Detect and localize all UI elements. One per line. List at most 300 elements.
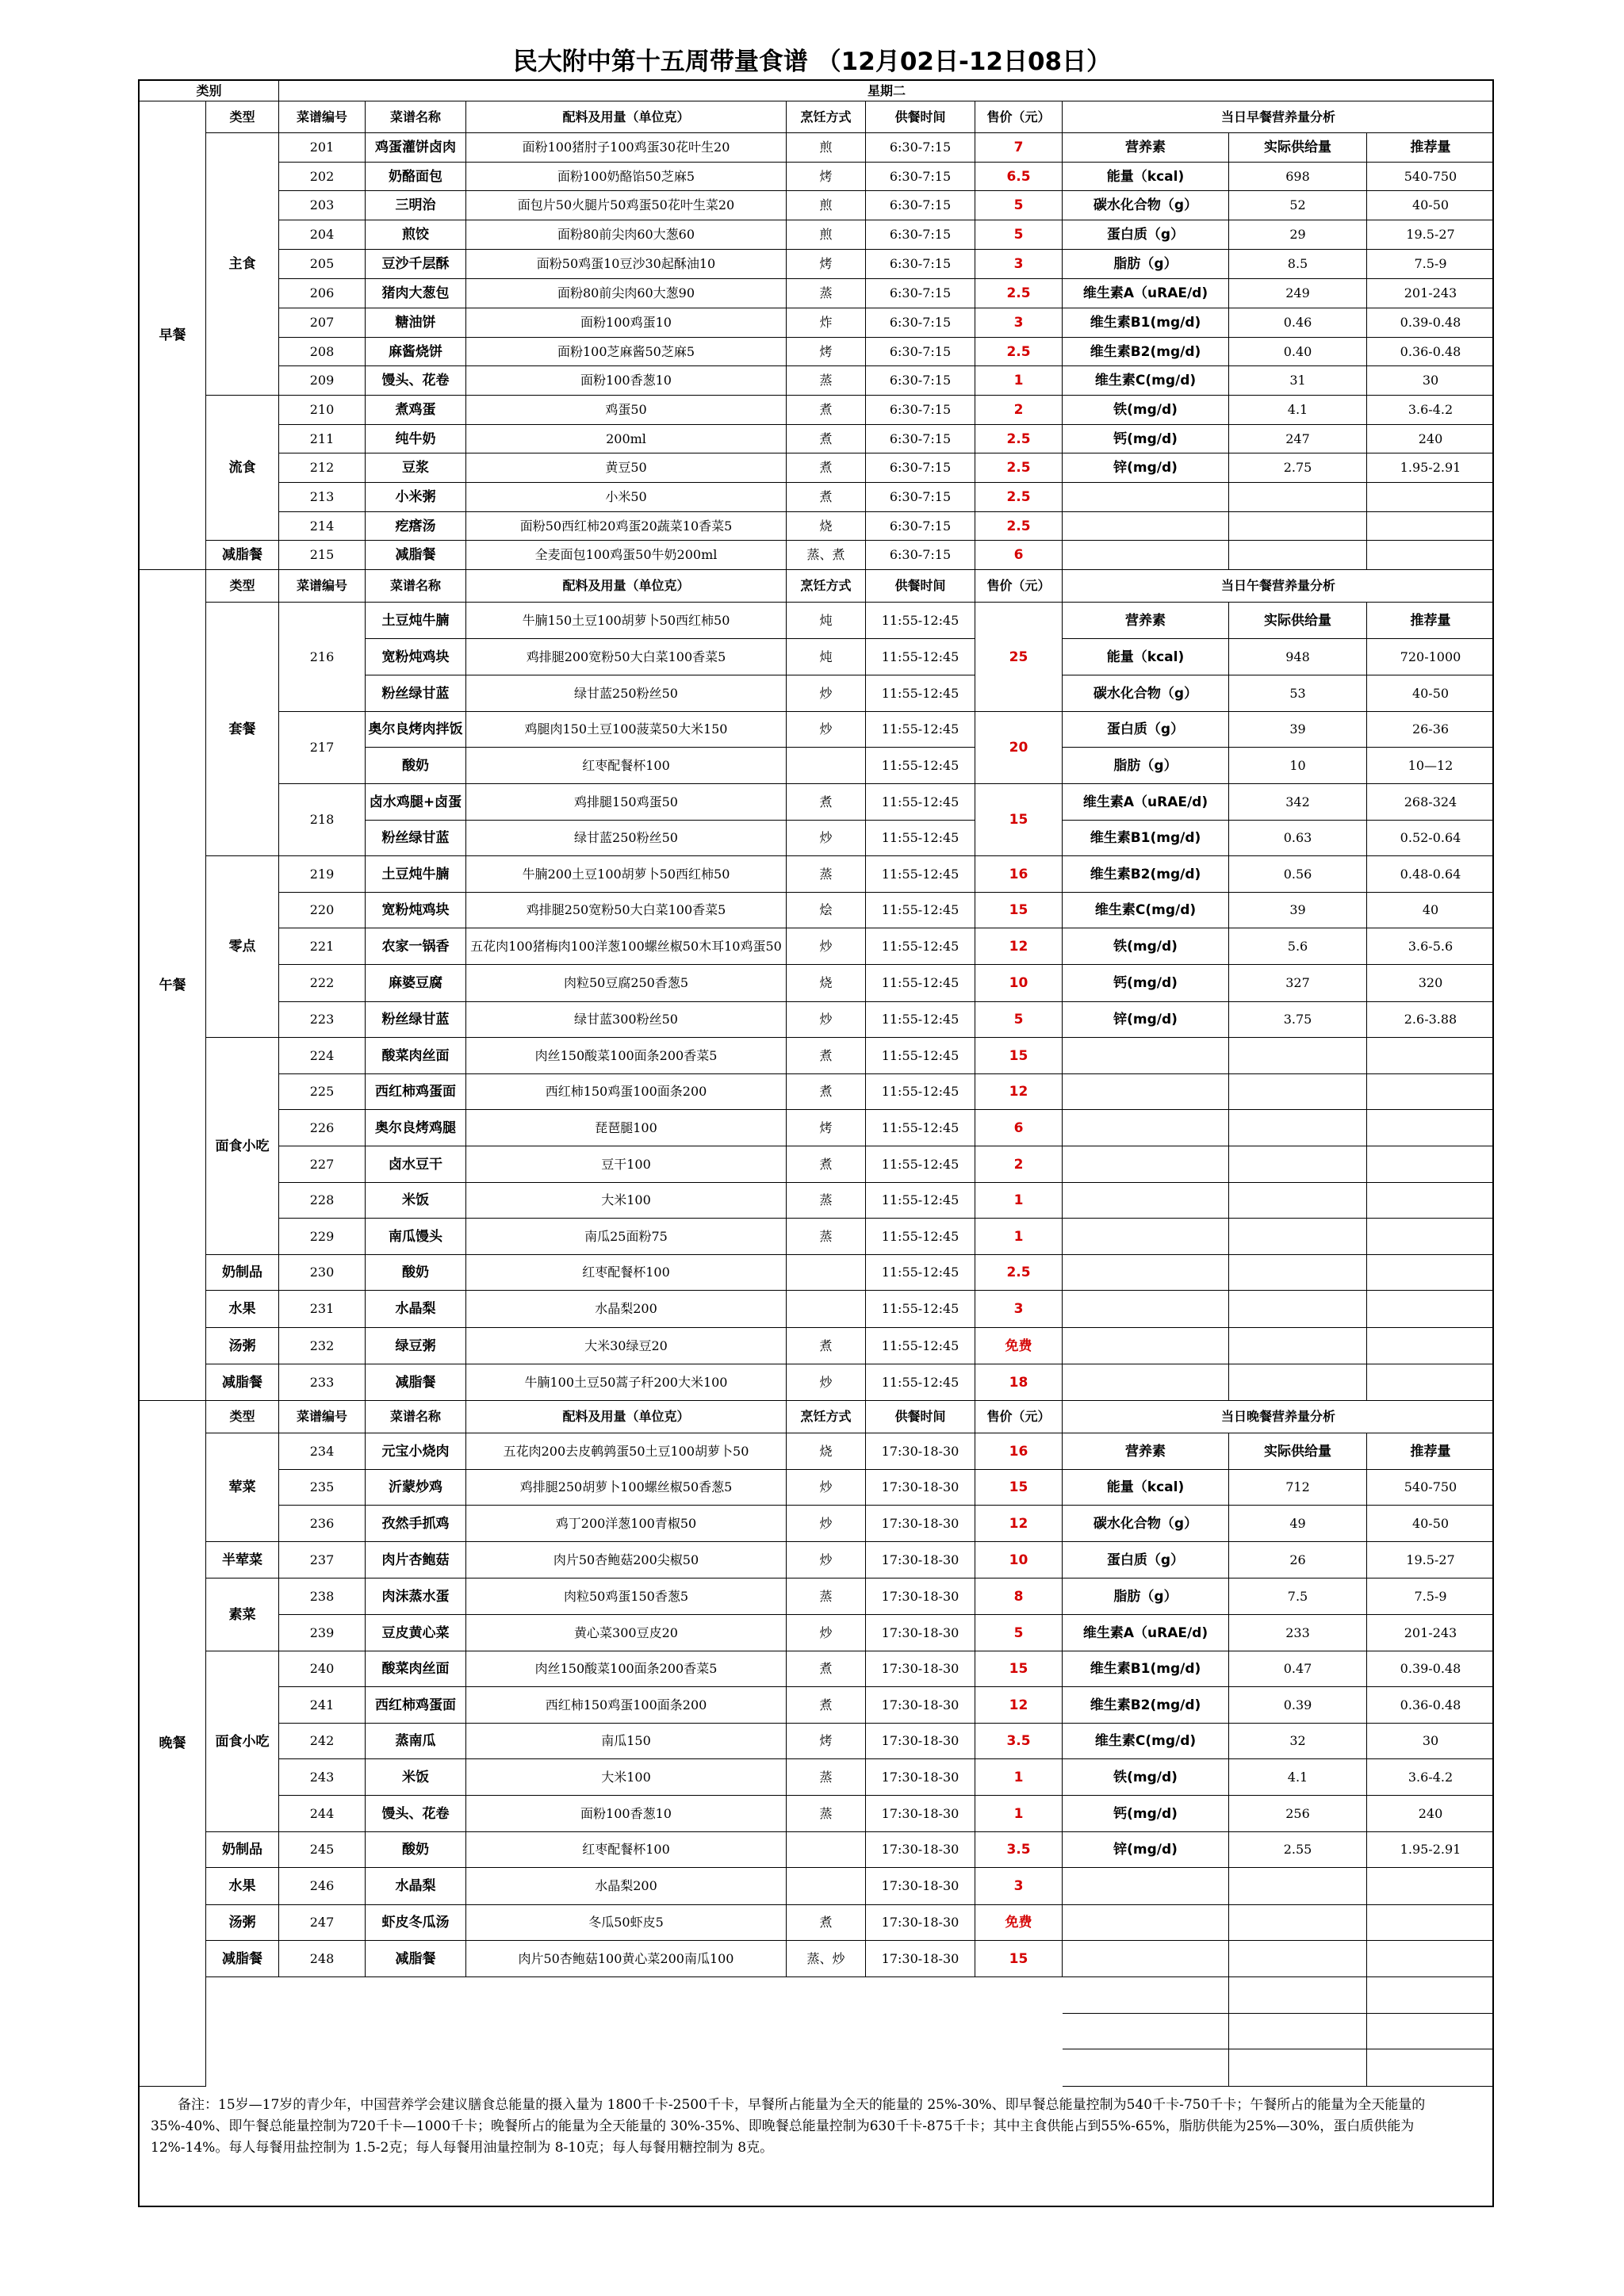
col-time-header: 供餐时间 [866,1401,975,1433]
actual-header: 实际供给量 [1229,133,1367,163]
cooking-method: 炒 [787,1506,866,1542]
nutrient-recommended: 0.36-0.48 [1367,1687,1494,1724]
empty-cell [1367,2049,1494,2087]
dish-ingredients: 肉丝150酸菜100面条200香菜5 [466,1038,787,1074]
dish-price: 16 [975,856,1063,893]
dish-ingredients: 西红柿150鸡蛋100面条200 [466,1687,787,1724]
empty-cell [1367,1941,1494,1977]
dish-name: 小米粥 [366,483,466,512]
dish-ingredients: 绿甘蓝300粉丝50 [466,1002,787,1038]
nutrient-header: 营养素 [1063,1433,1229,1470]
dish-ingredients: 红枣配餐杯100 [466,1832,787,1868]
dish-code: 207 [279,308,366,338]
dish-price: 2.5 [975,338,1063,366]
dish-price: 12 [975,928,1063,965]
dish-type: 减脂餐 [206,1941,279,1977]
serving-time: 6:30-7:15 [866,483,975,512]
cooking-method: 烤 [787,250,866,279]
cooking-method: 炖 [787,603,866,639]
dish-price: 免费 [975,1905,1063,1941]
dish-price: 8 [975,1578,1063,1615]
dish-name: 西红柿鸡蛋面 [366,1074,466,1110]
dish-code: 226 [279,1110,366,1146]
serving-time: 6:30-7:15 [866,512,975,541]
dish-name: 卤水豆干 [366,1146,466,1183]
dish-ingredients: 肉片50杏鲍菇100黄心菜200南瓜100 [466,1941,787,1977]
empty-cell [1063,1905,1229,1941]
day-header: 星期二 [279,81,1494,101]
cooking-method: 煎 [787,220,866,250]
dish-type: 减脂餐 [206,541,279,570]
cooking-method: 炒 [787,1002,866,1038]
nutrient-recommended: 19.5-27 [1367,1542,1494,1578]
serving-time: 11:55-12:45 [866,1364,975,1401]
dish-ingredients: 肉丝150酸菜100面条200香菜5 [466,1651,787,1687]
serving-time: 11:55-12:45 [866,1002,975,1038]
cooking-method: 蒸 [787,279,866,308]
nutrient-name: 维生素C(mg/d) [1063,893,1229,928]
dish-name: 土豆炖牛腩 [366,603,466,639]
dish-price: 16 [975,1433,1063,1470]
dish-price: 1 [975,1183,1063,1219]
nutrient-recommended: 30 [1367,366,1494,396]
dish-name: 孜然手抓鸡 [366,1506,466,1542]
cooking-method: 煮 [787,425,866,453]
dish-code: 223 [279,1002,366,1038]
dish-name: 酸菜肉丝面 [366,1038,466,1074]
cooking-method: 炒 [787,1364,866,1401]
dish-price: 2.5 [975,425,1063,453]
dish-code: 240 [279,1651,366,1687]
dish-price: 2.5 [975,453,1063,483]
meal-name: 午餐 [140,570,206,1401]
cooking-method: 蒸、炒 [787,1941,866,1977]
dish-name: 三明治 [366,191,466,220]
dish-name: 疙瘩汤 [366,512,466,541]
empty-cell [1367,1977,1494,2014]
nutrient-recommended: 201-243 [1367,1615,1494,1651]
cooking-method: 蒸 [787,1796,866,1832]
cooking-method: 烤 [787,1110,866,1146]
dish-type: 减脂餐 [206,1364,279,1401]
empty-cell [1063,1291,1229,1328]
serving-time: 11:55-12:45 [866,639,975,675]
nutrient-name: 碳水化合物（g） [1063,1506,1229,1542]
dish-name: 酸菜肉丝面 [366,1651,466,1687]
nutrient-actual: 0.47 [1229,1651,1367,1687]
nutrient-name: 钙(mg/d) [1063,1796,1229,1832]
serving-time: 11:55-12:45 [866,893,975,928]
nutrient-name: 锌(mg/d) [1063,1832,1229,1868]
dish-code: 239 [279,1615,366,1651]
dish-code: 234 [279,1433,366,1470]
dish-name: 减脂餐 [366,1941,466,1977]
empty-cell [1229,1110,1367,1146]
serving-time: 17:30-18-30 [866,1615,975,1651]
cooking-method: 炒 [787,928,866,965]
dish-price: 3 [975,308,1063,338]
serving-time: 17:30-18-30 [866,1832,975,1868]
dish-name: 西红柿鸡蛋面 [366,1687,466,1724]
serving-time: 6:30-7:15 [866,366,975,396]
nutrient-actual: 247 [1229,425,1367,453]
nutrient-recommended: 540-750 [1367,1470,1494,1506]
dish-code: 211 [279,425,366,453]
dish-ingredients: 面粉80前尖肉60大葱90 [466,279,787,308]
cooking-method: 炒 [787,821,866,856]
col-code-header: 菜谱编号 [279,101,366,133]
nutrient-actual: 0.56 [1229,856,1367,893]
footnote: 备注：15岁—17岁的青少年，中国营养学会建议膳食总能量的摄入量为 1800千卡-2500千卡，早餐所占能量为全天的能量的 25%-30%、即早餐总能量控制为540千卡-750千卡；午餐所占的能量为全天能量的35%-40%、即午餐总能量控制为720千卡—1000千卡；晚餐所占的能量为全天能量的 30%-35%、即晚餐总能量控制为630千卡-875千卡；其中主食供能占到55%-65%，脂肪供能为25%—30%，蛋白质供能为12%-14%。每人每餐用盐控制为 1.5-2克；每人每餐用油量控制为 8-10克；每人每餐用糖控制为 8克。 [151,2097,1426,2156]
dish-ingredients: 冬瓜50虾皮5 [466,1905,787,1941]
nutrient-actual: 0.39 [1229,1687,1367,1724]
serving-time: 11:55-12:45 [866,1255,975,1291]
nutrient-recommended: 268-324 [1367,784,1494,821]
nutrient-actual: 4.1 [1229,396,1367,425]
empty-cell [1229,512,1367,541]
empty-cell [1063,541,1229,570]
dish-ingredients: 牛腩150土豆100胡萝卜50西红柿50 [466,603,787,639]
empty-cell [1229,1941,1367,1977]
nutrient-name: 维生素C(mg/d) [1063,1724,1229,1759]
serving-time: 11:55-12:45 [866,928,975,965]
dish-ingredients: 鸡排腿250胡萝卜100螺丝椒50香葱5 [466,1470,787,1506]
nutrient-actual: 32 [1229,1724,1367,1759]
dish-price: 5 [975,1002,1063,1038]
nutrient-actual: 29 [1229,220,1367,250]
empty-cell [1063,1328,1229,1364]
dish-ingredients: 五花肉200去皮鹌鹑蛋50土豆100胡萝卜50 [466,1433,787,1470]
nutrient-actual: 712 [1229,1470,1367,1506]
dish-ingredients: 琵琶腿100 [466,1110,787,1146]
cooking-method: 烤 [787,338,866,366]
dish-price: 15 [975,1470,1063,1506]
empty-cell [1229,1074,1367,1110]
analysis-title: 当日午餐营养量分析 [1063,570,1494,603]
dish-price: 2 [975,1146,1063,1183]
dish-name: 南瓜馒头 [366,1219,466,1255]
dish-ingredients: 南瓜25面粉75 [466,1219,787,1255]
dish-type: 流食 [206,396,279,541]
dish-price: 2.5 [975,483,1063,512]
empty-cell [1063,1364,1229,1401]
nutrient-actual: 49 [1229,1506,1367,1542]
col-price-header: 售价（元） [975,101,1063,133]
dish-ingredients: 鸡排腿250宽粉50大白菜100香菜5 [466,893,787,928]
nutrient-actual: 256 [1229,1796,1367,1832]
nutrient-name: 锌(mg/d) [1063,453,1229,483]
dish-price: 2 [975,396,1063,425]
dish-price: 3 [975,250,1063,279]
cooking-method: 煮 [787,784,866,821]
dish-code: 222 [279,965,366,1002]
nutrient-recommended: 0.36-0.48 [1367,338,1494,366]
serving-time: 17:30-18-30 [866,1724,975,1759]
serving-time: 6:30-7:15 [866,541,975,570]
dish-code: 219 [279,856,366,893]
dish-name: 米饭 [366,1759,466,1796]
nutrient-recommended: 720-1000 [1367,639,1494,675]
dish-name: 农家一锅香 [366,928,466,965]
dish-ingredients: 面粉100香葱10 [466,1796,787,1832]
dish-name: 米饭 [366,1183,466,1219]
nutrient-name: 钙(mg/d) [1063,965,1229,1002]
dish-code: 210 [279,396,366,425]
dish-code: 206 [279,279,366,308]
nutrient-name: 维生素B2(mg/d) [1063,1687,1229,1724]
col-ingredients-header: 配料及用量（单位克） [466,101,787,133]
nutrient-actual: 2.75 [1229,453,1367,483]
cooking-method: 炸 [787,308,866,338]
serving-time: 6:30-7:15 [866,396,975,425]
serving-time: 11:55-12:45 [866,603,975,639]
nutrient-recommended: 3.6-4.2 [1367,396,1494,425]
recommended-header: 推荐量 [1367,133,1494,163]
empty-cell [1063,1255,1229,1291]
cooking-method: 煮 [787,453,866,483]
col-method-header: 烹饪方式 [787,570,866,603]
nutrient-name: 维生素B2(mg/d) [1063,856,1229,893]
nutrient-actual: 4.1 [1229,1759,1367,1796]
dish-code: 215 [279,541,366,570]
serving-time: 11:55-12:45 [866,748,975,784]
dish-code: 243 [279,1759,366,1796]
serving-time: 11:55-12:45 [866,856,975,893]
dish-type: 水果 [206,1291,279,1328]
nutrient-actual: 948 [1229,639,1367,675]
dish-name: 糖油饼 [366,308,466,338]
dish-name: 奥尔良烤肉拌饭 [366,712,466,748]
dish-type: 水果 [206,1868,279,1905]
cooking-method: 煮 [787,1038,866,1074]
empty-cell [1367,1328,1494,1364]
col-code-header: 菜谱编号 [279,570,366,603]
cooking-method: 煮 [787,1146,866,1183]
cooking-method: 炒 [787,1470,866,1506]
nutrient-recommended: 201-243 [1367,279,1494,308]
col-price-header: 售价（元） [975,570,1063,603]
dish-ingredients: 面粉100猪肘子100鸡蛋30花叶生20 [466,133,787,163]
dish-name: 奶酪面包 [366,163,466,191]
empty-cell [1229,1328,1367,1364]
dish-name: 肉沫蒸水蛋 [366,1578,466,1615]
nutrient-recommended: 30 [1367,1724,1494,1759]
col-type-header: 类型 [206,1401,279,1433]
empty-cell [1063,1977,1229,2014]
nutrient-recommended: 240 [1367,425,1494,453]
dish-type: 素菜 [206,1578,279,1651]
dish-name: 煮鸡蛋 [366,396,466,425]
dish-ingredients: 大米100 [466,1183,787,1219]
dish-ingredients: 豆干100 [466,1146,787,1183]
analysis-title: 当日早餐营养量分析 [1063,101,1494,133]
dish-code: 221 [279,928,366,965]
empty-cell [1367,1868,1494,1905]
nutrient-name: 锌(mg/d) [1063,1002,1229,1038]
dish-type: 面食小吃 [206,1038,279,1255]
dish-code: 201 [279,133,366,163]
nutrient-recommended: 0.39-0.48 [1367,308,1494,338]
dish-ingredients: 面粉100芝麻酱50芝麻5 [466,338,787,366]
nutrient-recommended: 40-50 [1367,1506,1494,1542]
nutrient-actual: 7.5 [1229,1578,1367,1615]
nutrient-actual: 52 [1229,191,1367,220]
nutrient-header: 营养素 [1063,603,1229,639]
nutrient-name: 碳水化合物（g） [1063,675,1229,712]
dish-ingredients: 西红柿150鸡蛋100面条200 [466,1074,787,1110]
nutrient-actual: 342 [1229,784,1367,821]
dish-price: 3.5 [975,1724,1063,1759]
dish-name: 粉丝绿甘蓝 [366,675,466,712]
cooking-method: 蒸 [787,1183,866,1219]
nutrient-name: 维生素A（uRAE/d) [1063,784,1229,821]
empty-cell [1229,1219,1367,1255]
serving-time: 6:30-7:15 [866,425,975,453]
dish-type: 奶制品 [206,1832,279,1868]
recommended-header: 推荐量 [1367,1433,1494,1470]
empty-cell [1367,1219,1494,1255]
empty-cell [1063,1146,1229,1183]
dish-name: 馒头、花卷 [366,1796,466,1832]
dish-ingredients: 全麦面包100鸡蛋50牛奶200ml [466,541,787,570]
dish-ingredients: 鸡腿肉150土豆100菠菜50大米150 [466,712,787,748]
col-method-header: 烹饪方式 [787,101,866,133]
dish-ingredients: 面粉100奶酪馅50芝麻5 [466,163,787,191]
serving-time: 6:30-7:15 [866,453,975,483]
empty-cell [1063,1183,1229,1219]
nutrient-recommended: 1.95-2.91 [1367,1832,1494,1868]
dish-ingredients: 绿甘蓝250粉丝50 [466,821,787,856]
nutrient-name: 蛋白质（g） [1063,220,1229,250]
nutrient-recommended: 10—12 [1367,748,1494,784]
cooking-method: 蒸 [787,1219,866,1255]
dish-type: 半荤菜 [206,1542,279,1578]
nutrient-recommended: 3.6-4.2 [1367,1759,1494,1796]
nutrient-actual: 26 [1229,1542,1367,1578]
nutrient-name: 铁(mg/d) [1063,396,1229,425]
col-time-header: 供餐时间 [866,101,975,133]
nutrient-name: 铁(mg/d) [1063,928,1229,965]
dish-price: 25 [975,603,1063,712]
dish-name: 酸奶 [366,1832,466,1868]
nutrient-name: 维生素B2(mg/d) [1063,338,1229,366]
serving-time: 6:30-7:15 [866,250,975,279]
dish-code: 228 [279,1183,366,1219]
dish-price: 6.5 [975,163,1063,191]
dish-code: 212 [279,453,366,483]
nutrient-name: 蛋白质（g） [1063,712,1229,748]
cooking-method: 炒 [787,1615,866,1651]
dish-name: 元宝小烧肉 [366,1433,466,1470]
dish-ingredients: 红枣配餐杯100 [466,1255,787,1291]
dish-name: 水晶梨 [366,1291,466,1328]
cooking-method: 蒸、煮 [787,541,866,570]
dish-price: 20 [975,712,1063,784]
nutrient-name: 维生素C(mg/d) [1063,366,1229,396]
cooking-method: 蒸 [787,1578,866,1615]
cooking-method: 煮 [787,1328,866,1364]
empty-cell [1063,1941,1229,1977]
dish-ingredients: 水晶梨200 [466,1868,787,1905]
cooking-method: 煮 [787,1074,866,1110]
nutrient-actual: 233 [1229,1615,1367,1651]
dish-type: 套餐 [206,603,279,856]
dish-name: 豆浆 [366,453,466,483]
serving-time: 17:30-18-30 [866,1759,975,1796]
cooking-method: 烧 [787,512,866,541]
dish-name: 酸奶 [366,748,466,784]
serving-time: 11:55-12:45 [866,1328,975,1364]
serving-time: 11:55-12:45 [866,675,975,712]
empty-cell [1063,1038,1229,1074]
empty-cell [1367,1291,1494,1328]
nutrient-recommended: 40-50 [1367,675,1494,712]
nutrient-recommended: 40 [1367,893,1494,928]
dish-price: 10 [975,965,1063,1002]
empty-cell [1063,483,1229,512]
recommended-header: 推荐量 [1367,603,1494,639]
dish-ingredients: 面粉100鸡蛋10 [466,308,787,338]
cooking-method: 烤 [787,1724,866,1759]
dish-name: 粉丝绿甘蓝 [366,1002,466,1038]
dish-code: 246 [279,1868,366,1905]
empty-cell [1229,1146,1367,1183]
meal-name: 早餐 [140,101,206,570]
cooking-method: 煮 [787,1651,866,1687]
dish-price: 6 [975,1110,1063,1146]
dish-price: 3 [975,1291,1063,1328]
nutrient-actual: 0.40 [1229,338,1367,366]
serving-time: 17:30-18-30 [866,1941,975,1977]
serving-time: 11:55-12:45 [866,1146,975,1183]
dish-code: 218 [279,784,366,856]
empty-cell [1063,1110,1229,1146]
serving-time: 17:30-18-30 [866,1796,975,1832]
serving-time: 6:30-7:15 [866,133,975,163]
dish-price: 1 [975,1759,1063,1796]
nutrient-recommended: 2.6-3.88 [1367,1002,1494,1038]
dish-name: 减脂餐 [366,1364,466,1401]
dish-code: 232 [279,1328,366,1364]
nutrient-recommended: 0.39-0.48 [1367,1651,1494,1687]
dish-price: 3.5 [975,1832,1063,1868]
dish-name: 宽粉炖鸡块 [366,893,466,928]
dish-price: 12 [975,1687,1063,1724]
dish-type: 面食小吃 [206,1651,279,1832]
col-name-header: 菜谱名称 [366,570,466,603]
dish-price: 2.5 [975,279,1063,308]
cooking-method: 炖 [787,639,866,675]
cooking-method: 炒 [787,675,866,712]
dish-price: 15 [975,893,1063,928]
nutrient-actual: 5.6 [1229,928,1367,965]
dish-name: 虾皮冬瓜汤 [366,1905,466,1941]
dish-name: 豆沙千层酥 [366,250,466,279]
menu-table [138,79,1494,2207]
cooking-method: 蒸 [787,856,866,893]
dish-code: 217 [279,712,366,784]
dish-type: 汤粥 [206,1328,279,1364]
dish-price: 6 [975,541,1063,570]
dish-code: 242 [279,1724,366,1759]
nutrient-name: 能量（kcal) [1063,163,1229,191]
dish-code: 224 [279,1038,366,1074]
dish-code: 214 [279,512,366,541]
dish-code: 233 [279,1364,366,1401]
nutrient-recommended: 19.5-27 [1367,220,1494,250]
dish-code: 225 [279,1074,366,1110]
nutrient-actual: 327 [1229,965,1367,1002]
